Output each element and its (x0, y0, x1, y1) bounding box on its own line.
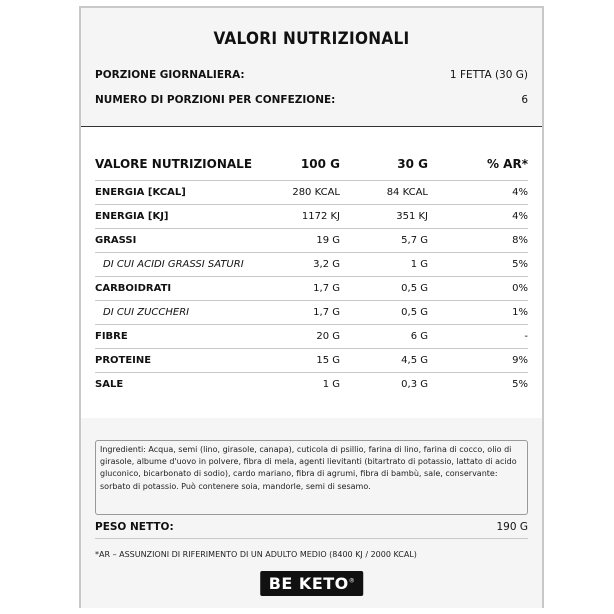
row-30g: 351 KJ (396, 211, 428, 222)
table-row (95, 300, 528, 324)
serving-row (95, 69, 528, 81)
header-100g: 100 G (300, 157, 340, 171)
row-30g: 84 KCAL (386, 187, 428, 198)
row-name: DI CUI ACIDI GRASSI SATURI (103, 259, 244, 270)
nutrition-label-card (79, 6, 544, 608)
row-100g: 1 G (322, 379, 340, 390)
row-ar: 5% (512, 379, 528, 390)
row-30g: 0,3 G (401, 379, 428, 390)
row-30g: 4,5 G (401, 355, 428, 366)
row-ar: 4% (512, 211, 528, 222)
table-row (95, 180, 528, 204)
header-nutrient: VALORE NUTRIZIONALE (95, 157, 253, 171)
table-row (95, 372, 528, 396)
row-100g: 3,2 G (313, 259, 340, 270)
row-100g: 280 KCAL (292, 187, 340, 198)
row-name: PROTEINE (95, 355, 152, 366)
row-ar: 1% (512, 307, 528, 318)
row-name: FIBRE (95, 331, 128, 342)
row-30g: 6 G (410, 331, 428, 342)
row-ar: 8% (512, 235, 528, 246)
portions-row (95, 94, 528, 106)
serving-value: 1 FETTA (30 G) (449, 69, 528, 81)
row-name: SALE (95, 379, 124, 390)
brand-logo-text: BE KETO (268, 574, 349, 593)
nutrition-table (81, 127, 542, 418)
net-weight-value: 190 G (496, 521, 528, 533)
label-footer (81, 418, 542, 608)
table-row (95, 276, 528, 300)
row-100g: 20 G (316, 331, 340, 342)
table-header (95, 157, 528, 171)
row-name: ENERGIA [KCAL] (95, 187, 186, 198)
row-ar: 9% (512, 355, 528, 366)
row-30g: 0,5 G (401, 283, 428, 294)
row-name: DI CUI ZUCCHERI (103, 307, 190, 318)
reference-note: *AR – ASSUNZIONI DI RIFERIMENTO DI UN ADULTO MEDIO (8400 KJ / 2000 KCAL) (95, 550, 417, 559)
label-title: VALORI NUTRIZIONALI (213, 29, 410, 49)
table-row (95, 228, 528, 252)
table-row (95, 324, 528, 348)
header-ar: % AR* (486, 157, 528, 171)
net-weight-label: PESO NETTO: (95, 521, 174, 533)
portions-value: 6 (521, 94, 528, 106)
label-header (81, 8, 542, 126)
row-ar: 5% (512, 259, 528, 270)
ingredients-box: Ingredienti: Acqua, semi (lino, girasole, canapa), cuticola di psillio, farina di lino, farina di cocco, olio di girasole, albume d'uovo in polvere, fibra di mela, agenti lievitanti (bitartrato di potassio, lattato di acido gluconico, bicarbonato di sodio), cardo mariano, fibra di agrumi, fibra di bambù, sale, conservante: sorbato di potassio. Può contenere soia, mandorle, semi di sesamo. (95, 440, 528, 515)
table-row (95, 252, 528, 276)
row-name: CARBOIDRATI (95, 283, 172, 294)
header-30g: 30 G (397, 157, 428, 171)
row-ar: - (524, 331, 528, 342)
row-30g: 0,5 G (401, 307, 428, 318)
table-row (95, 204, 528, 228)
row-30g: 5,7 G (401, 235, 428, 246)
serving-label: PORZIONE GIORNALIERA: (95, 69, 245, 81)
row-name: GRASSI (95, 235, 137, 246)
row-100g: 1,7 G (313, 307, 340, 318)
table-row (95, 348, 528, 372)
row-ar: 4% (512, 187, 528, 198)
row-100g: 1,7 G (313, 283, 340, 294)
row-name: ENERGIA [KJ] (95, 211, 169, 222)
row-ar: 0% (512, 283, 528, 294)
brand-logo: BE KETO® (260, 571, 364, 596)
row-100g: 1172 KJ (301, 211, 340, 222)
net-weight-row (95, 521, 528, 533)
net-weight-divider (95, 538, 528, 539)
row-100g: 19 G (316, 235, 340, 246)
row-100g: 15 G (316, 355, 340, 366)
portions-label: NUMERO DI PORZIONI PER CONFEZIONE: (95, 94, 336, 106)
row-30g: 1 G (410, 259, 428, 270)
